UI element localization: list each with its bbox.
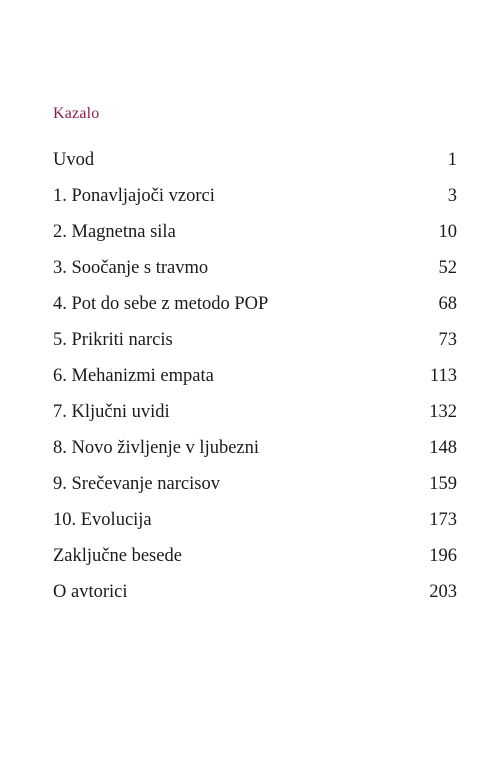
toc-entry-page: 148 xyxy=(429,438,457,458)
toc-entry-page: 196 xyxy=(429,546,457,566)
toc-entry xyxy=(53,469,457,505)
toc-entry-title: 6. Mehanizmi empata xyxy=(53,366,214,386)
toc-entry xyxy=(53,433,457,469)
toc-entry xyxy=(53,145,457,181)
toc-entry-title: Uvod xyxy=(53,150,95,170)
toc-entry-title: 9. Srečevanje narcisov xyxy=(53,474,220,494)
toc-entry-page: 159 xyxy=(429,474,457,494)
toc-entry xyxy=(53,577,457,613)
toc-entry-title: 3. Soočanje s travmo xyxy=(53,258,209,278)
toc-entry-title: Zaključne besede xyxy=(53,546,182,566)
toc-entry xyxy=(53,505,457,541)
toc-entry-title: O avtorici xyxy=(53,582,128,602)
toc-entry-page: 113 xyxy=(429,366,457,386)
toc-entry-title: 7. Ključni uvidi xyxy=(53,402,170,422)
toc-heading: Kazalo xyxy=(53,105,100,122)
toc-entry xyxy=(53,397,457,433)
toc-entry-title: 8. Novo življenje v ljubezni xyxy=(53,438,260,458)
table-of-contents xyxy=(53,145,457,613)
toc-entry-page: 173 xyxy=(429,510,457,530)
toc-entry-page: 52 xyxy=(438,258,457,278)
toc-entry xyxy=(53,253,457,289)
toc-entry-page: 1 xyxy=(447,150,457,170)
toc-entry-page: 68 xyxy=(438,294,457,314)
toc-entry xyxy=(53,361,457,397)
toc-entry xyxy=(53,325,457,361)
toc-entry-page: 73 xyxy=(438,330,457,350)
toc-entry xyxy=(53,289,457,325)
toc-entry-title: 1. Ponavljajoči vzorci xyxy=(53,186,215,206)
toc-entry xyxy=(53,217,457,253)
toc-entry-title: 10. Evolucija xyxy=(53,510,152,530)
toc-entry-page: 132 xyxy=(429,402,457,422)
toc-entry-title: 2. Magnetna sila xyxy=(53,222,176,242)
toc-entry xyxy=(53,541,457,577)
toc-entry-page: 3 xyxy=(447,186,457,206)
toc-entry-page: 10 xyxy=(438,222,457,242)
toc-entry xyxy=(53,181,457,217)
toc-entry-page: 203 xyxy=(429,582,457,602)
toc-entry-title: 4. Pot do sebe z metodo POP xyxy=(53,294,269,314)
toc-entry-title: 5. Prikriti narcis xyxy=(53,330,173,350)
